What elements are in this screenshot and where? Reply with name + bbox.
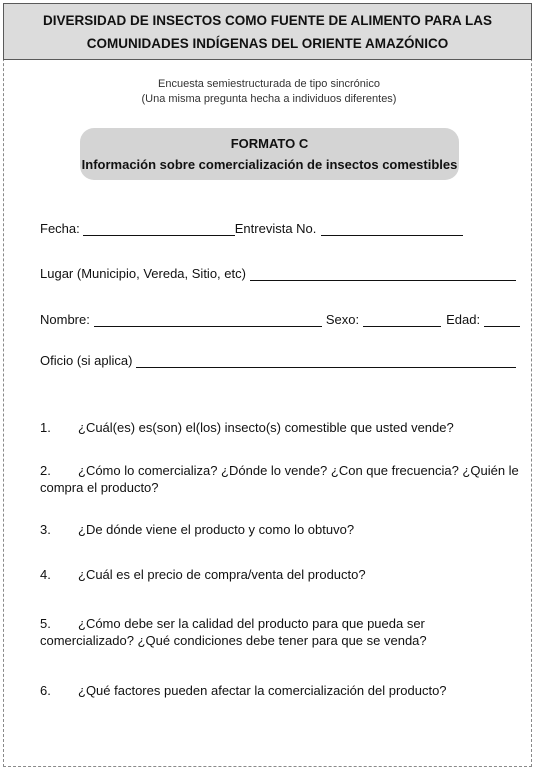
title-line-2: COMUNIDADES INDÍGENAS DEL ORIENTE AMAZÓNICO [86,36,449,51]
lugar-field[interactable] [250,266,516,281]
question-number: 1. [40,420,51,435]
edad-field[interactable] [484,312,520,327]
fecha-row [40,221,463,236]
lugar-label: Lugar (Municipio, Vereda, Sitio, etc) [40,266,246,281]
question-text: ¿Cuál(es) es(son) el(los) insecto(s) comestible que usted vende? [78,420,454,435]
entrevista-label: Entrevista No. [234,221,317,236]
question-number: 2. [40,463,51,478]
lugar-row [40,266,516,281]
question-5 [40,615,520,649]
question-6 [40,682,520,699]
survey-type: Encuesta semiestructurada de tipo sincrónico [158,78,380,90]
nombre-label: Nombre: [40,312,90,327]
sexo-field[interactable] [363,312,441,327]
question-2 [40,462,520,496]
question-number: 3. [40,522,51,537]
question-3 [40,521,520,538]
format-title: FORMATO C [230,136,309,151]
question-text: ¿De dónde viene el producto y como lo obtuvo? [78,522,355,537]
nombre-row [40,312,520,327]
question-number: 5. [40,616,51,631]
fecha-field[interactable] [83,221,235,236]
format-subtitle: Información sobre comercialización de insectos comestibles [81,157,458,172]
question-number: 4. [40,567,51,582]
question-4 [40,566,520,583]
oficio-field[interactable] [136,353,516,368]
question-text: ¿Cómo lo comercializa? ¿Dónde lo vende? ¿Con que frecuencia? ¿Quién le compra el producto? [40,463,519,495]
fecha-label: Fecha: [40,221,80,236]
question-text: ¿Qué factores pueden afectar la comercialización del producto? [78,683,447,698]
oficio-label: Oficio (si aplica) [40,353,133,368]
survey-type-note: (Una misma pregunta hecha a individuos diferentes) [141,93,397,105]
format-banner [80,128,459,180]
entrevista-field[interactable] [321,221,463,236]
nombre-field[interactable] [94,312,322,327]
question-text: ¿Cómo debe ser la calidad del producto para que pueda ser comercializado? ¿Qué condiciones debe tener para que se venda? [40,616,427,648]
question-text: ¿Cuál es el precio de compra/venta del producto? [78,567,366,582]
question-1 [40,419,520,436]
document-title [3,3,532,60]
document-frame [3,3,532,767]
question-number: 6. [40,683,51,698]
sexo-label: Sexo: [325,312,360,327]
edad-label: Edad: [446,312,481,327]
oficio-row [40,353,516,368]
title-line-1: DIVERSIDAD DE INSECTOS COMO FUENTE DE ALIMENTO PARA LAS [42,13,493,28]
